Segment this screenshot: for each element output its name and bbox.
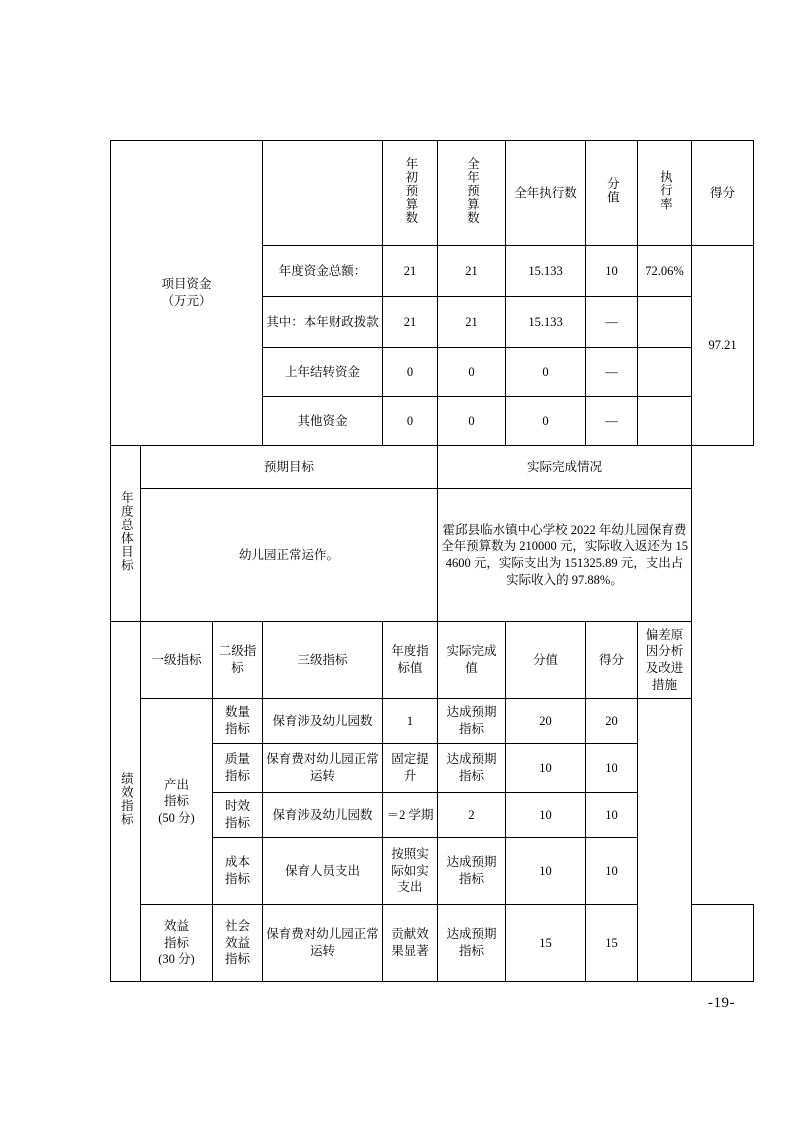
funds-header-annual-execution: 全年执行数 [506,141,586,246]
page-number: -19- [708,995,735,1011]
funds-annual-budget-other: 0 [438,397,506,446]
performance-level1-benefit [141,905,213,982]
performance-level2-quantity [213,699,263,744]
overall-goal-expected-text: 幼儿园正常运作。 [141,489,438,622]
funds-item-carryover: 上年结转资金 [263,348,383,397]
funds-annual-budget-total: 21 [438,246,506,297]
funds-item-other: 其他资金 [263,397,383,446]
performance-level2-cost [213,838,263,905]
performance-score-value-timeliness: 10 [506,793,586,838]
overall-goal-actual-text: 霍邱县临水镇中心学校 2022 年幼儿园保育费全年预算数为 210000 元，实际收入返还为 154600 元，实际支出为 151325.89 元，支出占实际收入的 97.88%。 [438,489,692,622]
funds-score-value-carryover: — [586,348,638,397]
performance-level2-quality-line1: 质量 [225,752,251,767]
funds-header-initial-budget: 年初预算数 [383,141,438,246]
funds-row-label-line2: （万元） [161,294,212,308]
performance-year-target-timeliness: ＝2 学期 [383,793,438,838]
performance-score-social: 15 [586,905,638,982]
performance-level2-timeliness-line2: 指标 [225,816,251,830]
performance-level2-quantity-line1: 数量 [225,705,251,720]
performance-year-target-cost: 按照实际如实支出 [383,838,438,905]
funds-header-score: 得分 [692,141,754,246]
performance-actual-quality: 达成预期指标 [438,744,506,793]
performance-level2-cost-line2: 指标 [225,872,251,886]
funds-annual-budget-fiscal: 21 [438,297,506,348]
overall-goal-actual-header: 实际完成情况 [438,446,692,489]
performance-header-score: 得分 [586,622,638,699]
performance-header-year-target: 年度指标值 [383,622,438,699]
performance-level2-social-line3: 指标 [225,952,251,967]
performance-score-value-quality: 10 [506,744,586,793]
funds-execution-rate-carryover [638,348,692,397]
performance-level3-quality: 保育费对幼儿园正常运转 [263,744,383,793]
funds-score-value-fiscal: — [586,297,638,348]
performance-header-row [111,622,754,699]
performance-side-label: 绩效指标 [111,622,141,982]
performance-header-deviation: 偏差原因分析及改进措施 [638,622,692,699]
funds-annual-execution-carryover: 0 [506,348,586,397]
funds-score-value-other: — [586,397,638,446]
performance-level1-output-line2: 指标 [163,794,189,809]
funds-header-row [111,141,754,246]
performance-level3-timeliness: 保育涉及幼儿园数 [263,793,383,838]
performance-actual-timeliness: 2 [438,793,506,838]
funds-score-total: 97.21 [692,246,754,446]
funds-header-annual-budget: 全年预算数 [438,141,506,246]
performance-level2-quality-line2: 指标 [225,769,251,783]
funds-annual-execution-total: 15.133 [506,246,586,297]
performance-level1-benefit-line1: 效益 [163,919,189,934]
funds-annual-execution-fiscal: 15.133 [506,297,586,348]
performance-level2-quality [213,744,263,793]
funds-header-item [263,141,383,246]
performance-level1-output-line3: (50 分) [158,810,195,825]
performance-actual-quantity: 达成预期指标 [438,699,506,744]
performance-level3-cost: 保育人员支出 [263,838,383,905]
performance-score-value-quantity: 20 [506,699,586,744]
performance-level3-social: 保育费对幼儿园正常运转 [263,905,383,982]
funds-annual-budget-carryover: 0 [438,348,506,397]
performance-header-actual-value: 实际完成值 [438,622,506,699]
performance-level2-cost-line1: 成本 [225,855,251,870]
performance-score-timeliness: 10 [586,793,638,838]
performance-score-quality: 10 [586,744,638,793]
performance-level2-timeliness [213,793,263,838]
funds-initial-budget-carryover: 0 [383,348,438,397]
performance-header-level1: 一级指标 [141,622,213,699]
performance-evaluation-table [110,140,754,982]
performance-level2-timeliness-line1: 时效 [225,799,251,814]
performance-level3-quantity: 保育涉及幼儿园数 [263,699,383,744]
funds-annual-execution-other: 0 [506,397,586,446]
funds-header-score-value: 分值 [586,141,638,246]
funds-initial-budget-fiscal: 21 [383,297,438,348]
funds-row-label-line1: 项目资金 [161,277,212,292]
overall-goal-side-label: 年度总体目标 [111,446,141,622]
performance-score-value-social: 15 [506,905,586,982]
performance-level1-benefit-line2: 指标 [163,935,189,950]
overall-goal-content-row [111,489,754,622]
performance-score-value-cost: 10 [506,838,586,905]
funds-execution-rate-other [638,397,692,446]
funds-score-value-total: 10 [586,246,638,297]
performance-year-target-quantity: 1 [383,699,438,744]
overall-goal-header-row [111,446,754,489]
performance-header-level2: 二级指标 [213,622,263,699]
performance-score-quantity: 20 [586,699,638,744]
performance-score-cost: 10 [586,838,638,905]
performance-level2-social-line2: 效益 [225,935,251,950]
performance-actual-social: 达成预期指标 [438,905,506,982]
performance-deviation-cell-benefit [692,905,754,982]
performance-level1-benefit-line3: (30 分) [158,952,195,967]
performance-year-target-social: 贡献效果显著 [383,905,438,982]
performance-level2-social-line1: 社会 [225,919,251,934]
funds-initial-budget-total: 21 [383,246,438,297]
performance-header-level3: 三级指标 [263,622,383,699]
performance-deviation-cell [638,699,692,982]
funds-item-total: 年度资金总额： [263,246,383,297]
performance-year-target-quality: 固定提升 [383,744,438,793]
performance-header-score-value: 分值 [506,622,586,699]
funds-item-fiscal: 其中：本年财政拨款 [263,297,383,348]
funds-row-label [111,141,263,446]
funds-execution-rate-fiscal [638,297,692,348]
funds-initial-budget-other: 0 [383,397,438,446]
table-row [111,699,754,744]
performance-level1-output [141,699,213,905]
overall-goal-expected-header: 预期目标 [141,446,438,489]
performance-level2-quantity-line2: 指标 [225,722,251,736]
performance-actual-cost: 达成预期指标 [438,838,506,905]
funds-header-execution-rate: 执行率 [638,141,692,246]
performance-level1-output-line1: 产出 [163,777,189,792]
performance-level2-social [213,905,263,982]
funds-execution-rate-total: 72.06% [638,246,692,297]
